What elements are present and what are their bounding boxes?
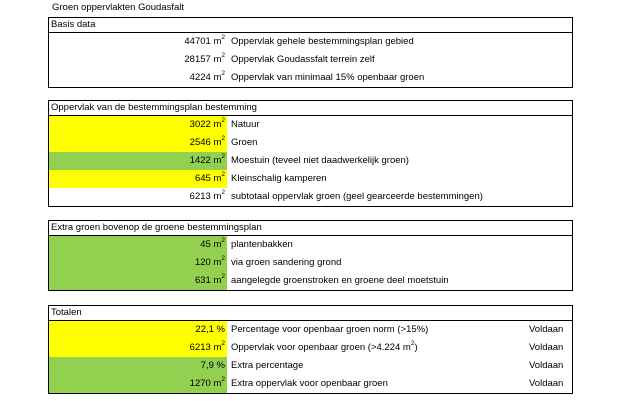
description-cell[interactable]: subtotaal oppervlak groen (geel gearceerde bestemmingen) bbox=[231, 191, 483, 202]
section-bestemmingsplan bbox=[48, 100, 573, 207]
value-cell[interactable]: 7,9 % bbox=[49, 357, 227, 375]
description-cell[interactable]: Kleinschalig kamperen bbox=[231, 173, 327, 184]
value-cell[interactable]: 6213 $m^2$ bbox=[189, 188, 225, 202]
status-cell[interactable]: Voldaan bbox=[529, 324, 564, 335]
sheet-title: Groen oppervlakten Goudasfalt bbox=[52, 2, 185, 13]
table-row bbox=[49, 188, 572, 206]
table-row bbox=[49, 116, 572, 134]
section-header[interactable]: Totalen bbox=[49, 306, 572, 321]
description-cell[interactable]: via groen sandering grond bbox=[231, 257, 342, 268]
description-cell[interactable]: Oppervlak Goudassfalt terrein zelf bbox=[231, 54, 375, 65]
description-cell[interactable]: Groen bbox=[231, 137, 258, 148]
value-cell[interactable]: 28157 $m^2$ bbox=[184, 51, 225, 65]
description-cell[interactable]: Oppervlak voor openbaar groen (>4.224 $m^2$) bbox=[231, 339, 418, 353]
description-cell[interactable]: aangelegde groenstroken en groene deel moetstuin bbox=[231, 275, 449, 286]
status-cell[interactable]: Voldaan bbox=[529, 360, 564, 371]
description-cell[interactable]: Extra oppervlak voor openbaar groen bbox=[231, 378, 388, 389]
value-cell[interactable]: 45 $m^2$ bbox=[49, 236, 227, 254]
description-cell[interactable]: Moestuin (teveel niet daadwerkelijk groen) bbox=[231, 155, 409, 166]
table-row bbox=[49, 69, 572, 87]
value-cell[interactable]: 4224 $m^2$ bbox=[189, 69, 225, 83]
table-row bbox=[49, 375, 572, 393]
description-cell[interactable]: Natuur bbox=[231, 119, 260, 130]
status-cell[interactable]: Voldaan bbox=[529, 342, 564, 353]
description-cell[interactable]: Percentage voor openbaar groen norm (>15%) bbox=[231, 324, 429, 335]
table-row bbox=[49, 321, 572, 339]
description-cell[interactable]: Oppervlak van minimaal 15% openbaar groen bbox=[231, 72, 425, 83]
value-cell[interactable]: 6213 $m^2$ bbox=[49, 339, 227, 357]
table-row bbox=[49, 170, 572, 188]
status-cell[interactable]: Voldaan bbox=[529, 378, 564, 389]
table-row bbox=[49, 272, 572, 290]
section-header[interactable]: Basis data bbox=[49, 18, 572, 33]
value-cell[interactable]: 3022 $m^2$ bbox=[49, 116, 227, 134]
value-cell[interactable]: 645 $m^2$ bbox=[49, 170, 227, 188]
table-row bbox=[49, 254, 572, 272]
value-cell[interactable]: 120 $m^2$ bbox=[49, 254, 227, 272]
section-totalen bbox=[48, 305, 573, 394]
table-row bbox=[49, 134, 572, 152]
table-row bbox=[49, 51, 572, 69]
section-header[interactable]: Oppervlak van de bestemmingsplan bestemming bbox=[49, 101, 572, 116]
value-cell[interactable]: 2546 $m^2$ bbox=[49, 134, 227, 152]
table-row bbox=[49, 236, 572, 254]
value-cell[interactable]: 631 $m^2$ bbox=[49, 272, 227, 290]
section-header[interactable]: Extra groen bovenop de groene bestemmingsplan bbox=[49, 221, 572, 236]
section-basis-data bbox=[48, 17, 573, 88]
table-row bbox=[49, 33, 572, 51]
value-cell[interactable]: 44701 $m^2$ bbox=[184, 33, 225, 47]
table-row bbox=[49, 152, 572, 170]
description-cell[interactable]: plantenbakken bbox=[231, 239, 293, 250]
table-row bbox=[49, 357, 572, 375]
value-cell[interactable]: 1270 $m^2$ bbox=[49, 375, 227, 393]
description-cell[interactable]: Extra percentage bbox=[231, 360, 304, 371]
value-cell[interactable]: 1422 $m^2$ bbox=[49, 152, 227, 170]
description-cell[interactable]: Oppervlak gehele bestemmingsplan gebied bbox=[231, 36, 414, 47]
section-extra-groen bbox=[48, 220, 573, 291]
table-row bbox=[49, 339, 572, 357]
value-cell[interactable]: 22,1 % bbox=[49, 321, 227, 339]
